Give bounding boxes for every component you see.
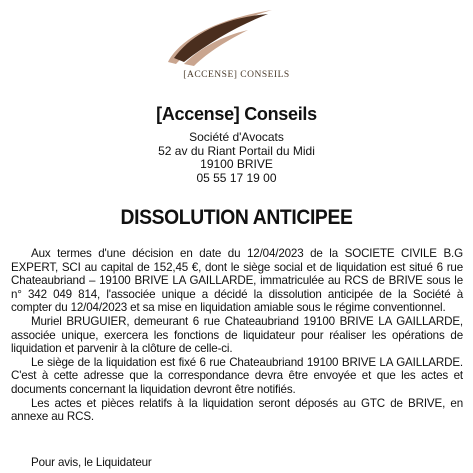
firm-logo xyxy=(0,0,473,90)
firm-name: [Accense] Conseils xyxy=(156,104,317,124)
paragraph: Le siège de la liquidation est fixé 6 rue Chateaubriand 19100 BRIVE LA GAILLARDE. C'est à cette adresse que la correspondance devra être envoyée et que les actes et documents concernant la liquidation devront être notifiés. xyxy=(11,355,463,396)
address-line: 52 av du Riant Portail du Midi xyxy=(158,143,315,158)
notice-body xyxy=(11,247,463,424)
address-line: 05 55 17 19 00 xyxy=(196,170,277,185)
address-line: Société d'Avocats xyxy=(189,130,284,144)
paragraph: Muriel BRUGUIER, demeurant 6 rue Chateaubriand 19100 BRIVE LA GAILLARDE, associée unique, exercera les fonctions de liquidateur pour réaliser les opérations de liquidation et parvenir à la clôture de celle-ci. xyxy=(11,314,463,356)
firm-address xyxy=(0,131,473,185)
address-line: 19100 BRIVE xyxy=(200,157,273,171)
signature: Pour avis, le Liquidateur xyxy=(31,456,152,469)
paragraph: Les actes et pièces relatifs à la liquidation seront déposés au GTC de BRIVE, en annexe au RCS. xyxy=(11,396,463,424)
paragraph: Aux termes d'une décision en date du 12/04/2023 de la SOCIETE CIVILE B.G EXPERT, SCI au capital de 152,45 €, dont le siège social et de liquidation est situé 6 rue Chateaubriand – 19100 BRIVE LA GAILLARDE, immatriculée au RCS de BRIVE sous le n° 342 049 814, l'associée unique a décidé la dissolution anticipée de la Société à compter du 12/04/2023 et sa mise en liquidation amiable sous le régime conventionnel. xyxy=(11,247,463,315)
logo-wordmark: [ACCENSE] CONSEILS xyxy=(183,70,290,80)
logo-swoosh-icon xyxy=(150,2,280,68)
notice-title: DISSOLUTION ANTICIPEE xyxy=(120,206,353,229)
